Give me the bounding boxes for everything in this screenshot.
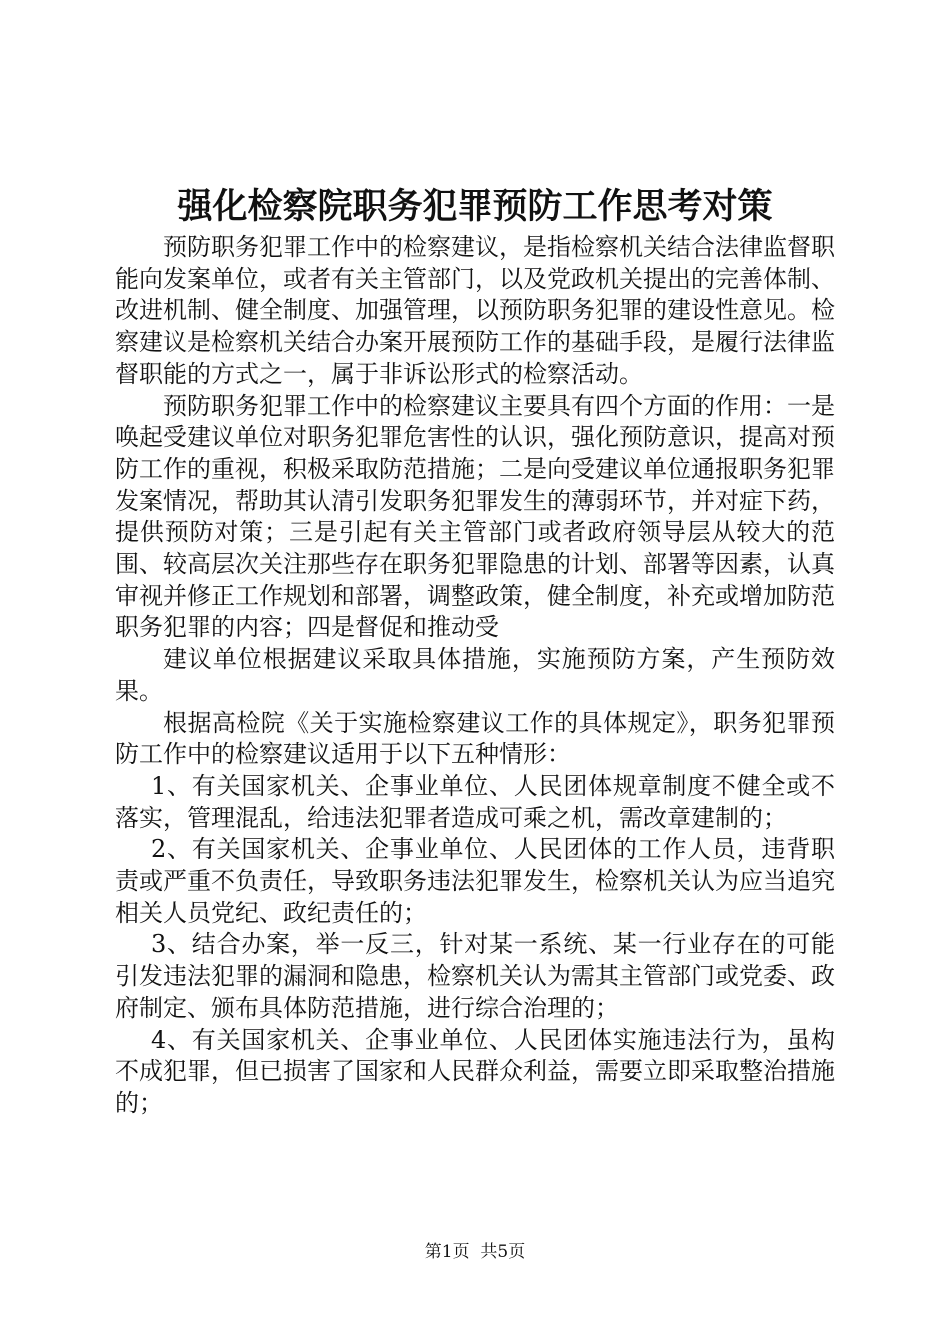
list-item-paragraph: 1、有关国家机关、企事业单位、人民团体规章制度不健全或不落实，管理混乱，给违法犯罪者造成可乘之机，需改章建制的； — [115, 771, 835, 832]
paragraph: 根据高检院《关于实施检察建议工作的具体规定》，职务犯罪预防工作中的检察建议适用于以下五种情形： — [115, 708, 835, 769]
list-item-paragraph: 2、有关国家机关、企事业单位、人民团体的工作人员，违背职责或严重不负责任，导致职务违法犯罪发生，检察机关认为应当追究相关人员党纪、政纪责任的； — [115, 835, 835, 927]
document-body — [115, 232, 835, 1120]
paragraph: 预防职务犯罪工作中的检察建议，是指检察机关结合法律监督职能向发案单位，或者有关主管部门，以及党政机关提出的完善体制、改进机制、健全制度、加强管理，以预防职务犯罪的建设性意见。检察建议是检察机关结合办案开展预防工作的基础手段，是履行法律监督职能的方式之一，属于非诉讼形式的检察活动。 — [115, 233, 835, 388]
paragraph: 预防职务犯罪工作中的检察建议主要具有四个方面的作用：一是唤起受建议单位对职务犯罪危害性的认识，强化预防意识，提高对预防工作的重视，积极采取防范措施；二是向受建议单位通报职务犯罪发案情况，帮助其认清引发职务犯罪发生的薄弱环节，并对症下药，提供预防对策；三是引起有关主管部门或者政府领导层从较大的范围、较高层次关注那些存在职务犯罪隐患的计划、部署等因素，认真审视并修正工作规划和部署，调整政策，健全制度，补充或增加防范职务犯罪的内容；四是督促和推动受 — [115, 391, 835, 642]
page-footer — [0, 1240, 950, 1264]
paragraph: 建议单位根据建议采取具体措施，实施预防方案，产生预防效果。 — [115, 645, 835, 705]
page-number: 第1页 共5页 — [424, 1242, 526, 1262]
list-item-paragraph: 3、结合办案，举一反三，针对某一系统、某一行业存在的可能引发违法犯罪的漏洞和隐患，检察机关认为需其主管部门或党委、政府制定、颁布具体防范措施，进行综合治理的； — [115, 930, 835, 1022]
list-item-paragraph: 4、有关国家机关、企事业单位、人民团体实施违法行为，虽构不成犯罪，但已损害了国家和人民群众利益，需要立即采取整治措施的； — [115, 1025, 835, 1117]
document-title: 强化检察院职务犯罪预防工作思考对策 — [177, 186, 773, 227]
